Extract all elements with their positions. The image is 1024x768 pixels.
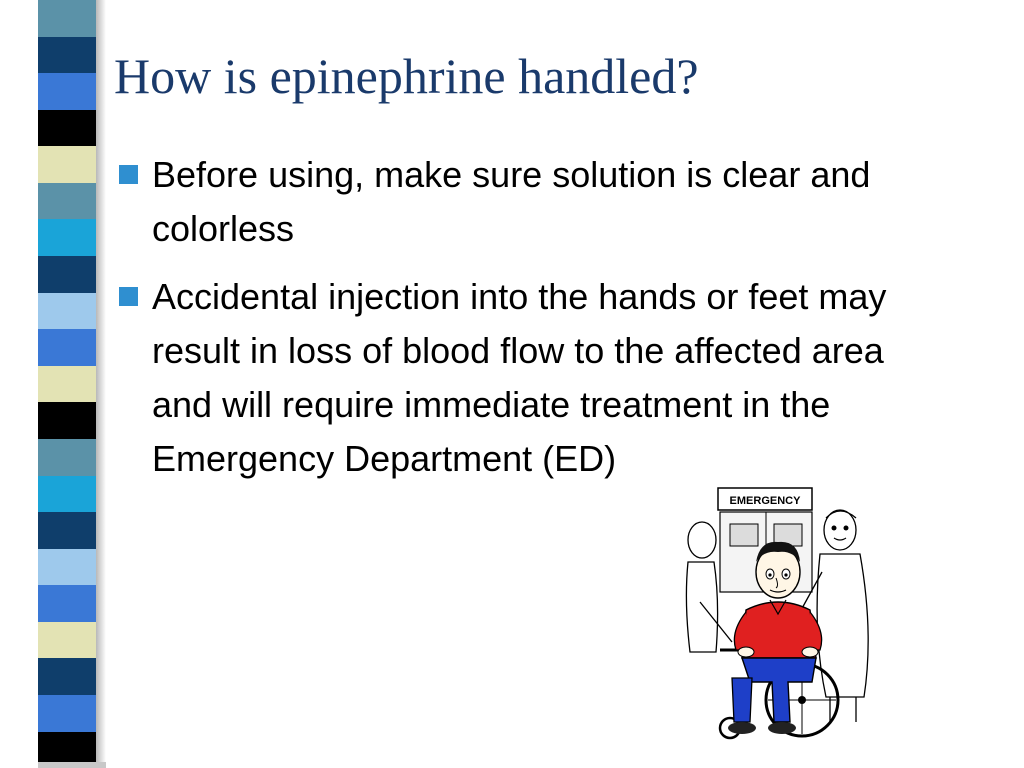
- stripe: [38, 476, 96, 513]
- stripe: [38, 329, 96, 366]
- stripe: [38, 219, 96, 256]
- stripe: [38, 0, 96, 37]
- decorative-stripe-bar: [38, 0, 96, 768]
- stripe: [38, 366, 96, 403]
- stripe: [38, 146, 96, 183]
- stripe-bar-shadow-bottom: [38, 762, 106, 768]
- stripe: [38, 293, 96, 330]
- stripe: [38, 37, 96, 74]
- stripe: [38, 658, 96, 695]
- stripe: [38, 622, 96, 659]
- bullet-item: [116, 270, 946, 486]
- stripe: [38, 402, 96, 439]
- stripe: [38, 585, 96, 622]
- square-bullet-icon: [119, 165, 138, 184]
- stripe: [38, 73, 96, 110]
- emergency-sign-text: EMERGENCY: [729, 495, 801, 507]
- stripe: [38, 695, 96, 732]
- bullet-list: [116, 148, 946, 500]
- emergency-sign: [718, 488, 812, 510]
- stripe: [38, 439, 96, 476]
- bullet-text: Before using, make sure solution is clear and colorless: [152, 154, 871, 249]
- stripe: [38, 110, 96, 147]
- stripe: [38, 549, 96, 586]
- stripe: [38, 256, 96, 293]
- bullet-item: [116, 148, 946, 256]
- bullet-text: Accidental injection into the hands or feet may result in loss of blood flow to the affected area and will require immediate treatment in the Emergency Department (ED): [152, 276, 887, 479]
- square-bullet-icon: [119, 287, 138, 306]
- stripe-bar-shadow: [96, 0, 106, 768]
- wheelchair-patient-clipart-icon: [680, 482, 880, 747]
- stripe: [38, 512, 96, 549]
- stripe: [38, 183, 96, 220]
- slide-title: How is epinephrine handled?: [114, 48, 699, 104]
